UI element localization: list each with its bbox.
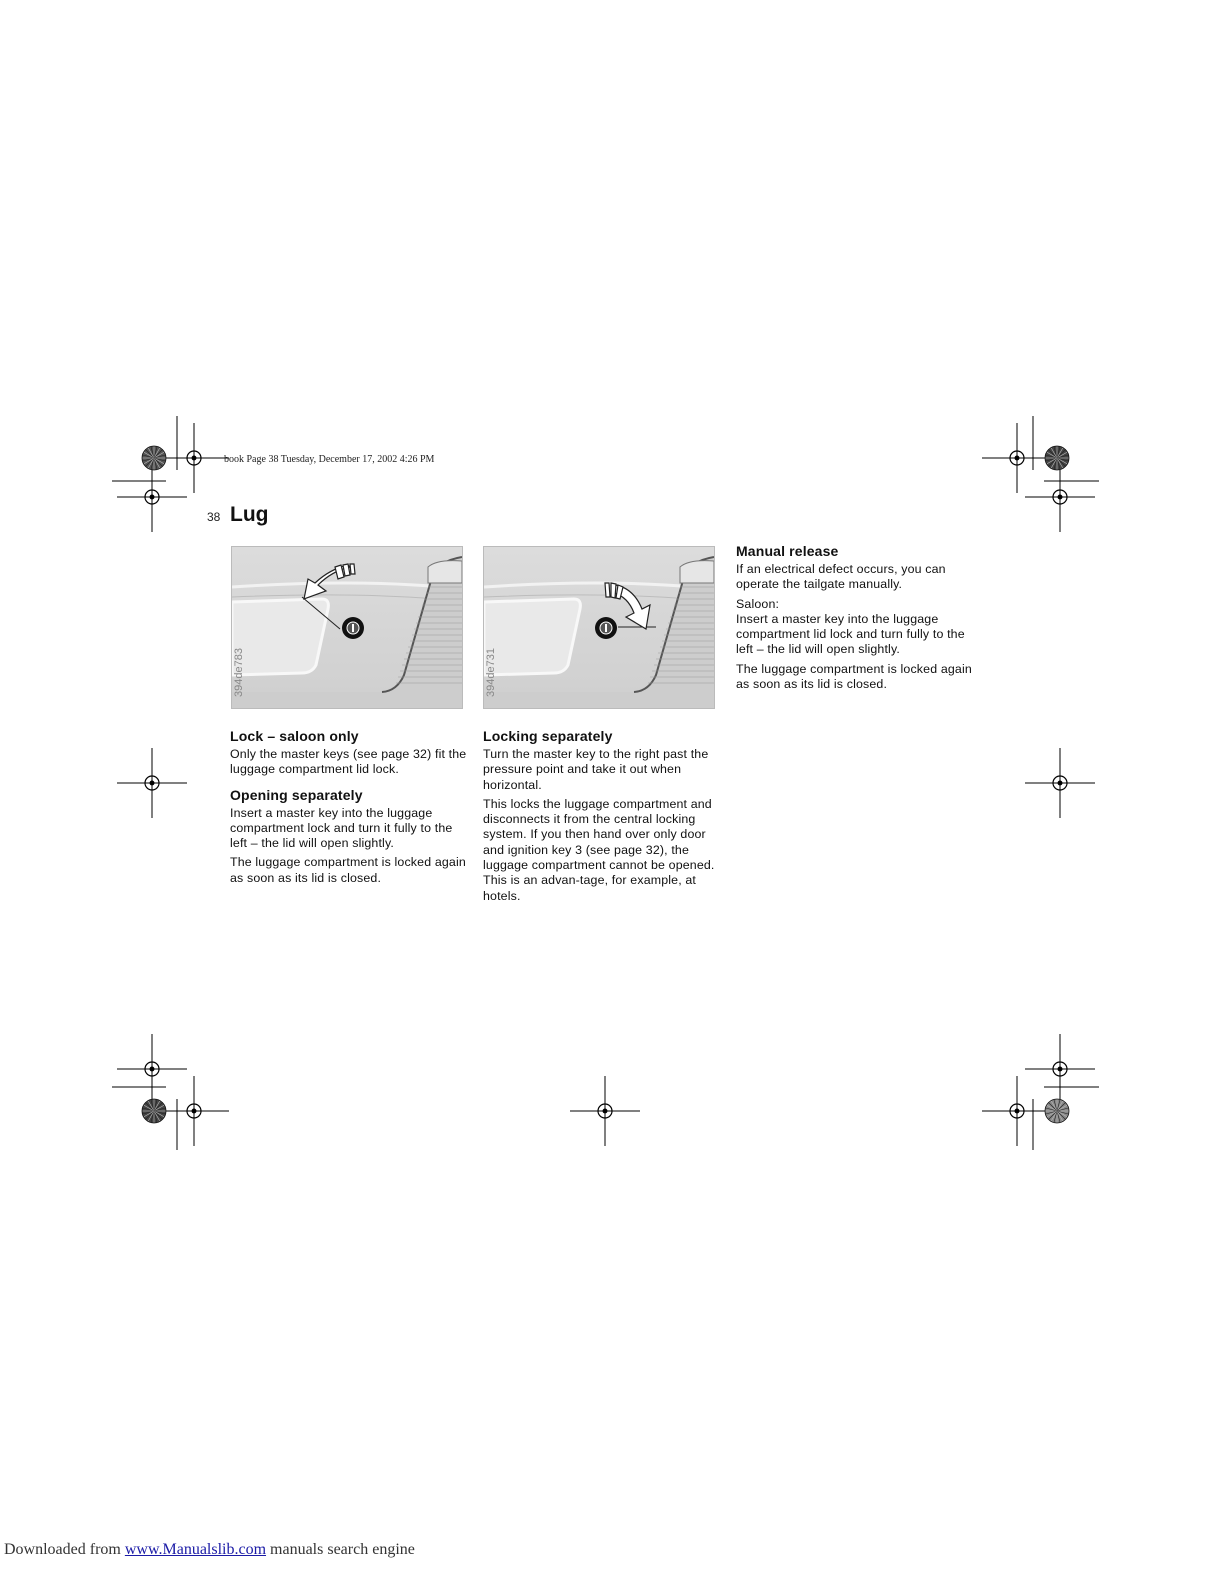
paragraph: Insert a master key into the luggage compartment lock and turn it fully to the left – the lid will open slightly. (230, 805, 453, 851)
footer-download-note (4, 1541, 415, 1559)
paragraph: This locks the luggage compartment and disconnects it from the central locking system. If you then hand over only door and ignition key 3 (see page 32), the luggage compartment cannot be opened. This is an advan-tage, for example, at hotels. (483, 796, 715, 903)
page-number: 38 (207, 510, 221, 524)
footer-suffix: manuals search engine (266, 1541, 415, 1558)
crosshair-target (159, 1076, 229, 1146)
crosshair-target (570, 1076, 640, 1146)
crosshair-target (1025, 748, 1095, 818)
column-locking-separately (483, 728, 726, 908)
print-info: book Page 38 Tuesday, December 17, 2002 4:26 PM (224, 454, 435, 465)
paragraph: The luggage compartment is locked again as soon as its lid is closed. (736, 661, 972, 692)
figure-lock-turn-left (231, 546, 463, 709)
heading-lock-saloon-only: Lock – saloon only (230, 728, 359, 744)
figure-lock-turn-right (483, 546, 715, 709)
footer-prefix: Downloaded from (4, 1541, 125, 1558)
paragraph: Insert a master key into the luggage compartment lid lock and turn fully to the left – the lid will open slightly. (736, 611, 965, 657)
color-wheel (142, 446, 166, 470)
color-wheel (1045, 446, 1069, 470)
color-wheel (1045, 1099, 1069, 1123)
color-wheel (142, 1099, 166, 1123)
paragraph: Saloon: (736, 596, 780, 611)
heading-opening-separately: Opening separately (230, 786, 363, 803)
crosshair-target (159, 423, 229, 493)
manualslib-link[interactable]: www.Manualslib.com (124, 1541, 267, 1558)
heading-locking-separately: Locking separately (483, 728, 613, 744)
paragraph: Turn the master key to the right past the pressure point and take it out when horizontal. (483, 747, 709, 792)
column-lock-saloon (230, 728, 473, 890)
crosshair-target (117, 1034, 187, 1104)
crosshair-target (1025, 462, 1095, 532)
page-title: Lug (230, 503, 269, 526)
crosshair-target (117, 462, 187, 532)
crosshair-target (117, 748, 187, 818)
paragraph: The luggage compartment is locked again as soon as its lid is closed. (230, 855, 466, 885)
figure-code: 394de783 (233, 648, 245, 697)
heading-manual-release: Manual release (736, 543, 839, 559)
crosshair-target (982, 423, 1052, 493)
paragraph: Only the master keys (see page 32) fit the luggage compartment lid lock. (230, 747, 467, 777)
paragraph: If an electrical defect occurs, you can operate the tailgate manually. (736, 562, 946, 592)
figure-code: 394de731 (485, 648, 497, 697)
crosshair-target (1025, 1034, 1095, 1104)
column-manual-release (736, 543, 979, 696)
crosshair-target (982, 1076, 1052, 1146)
